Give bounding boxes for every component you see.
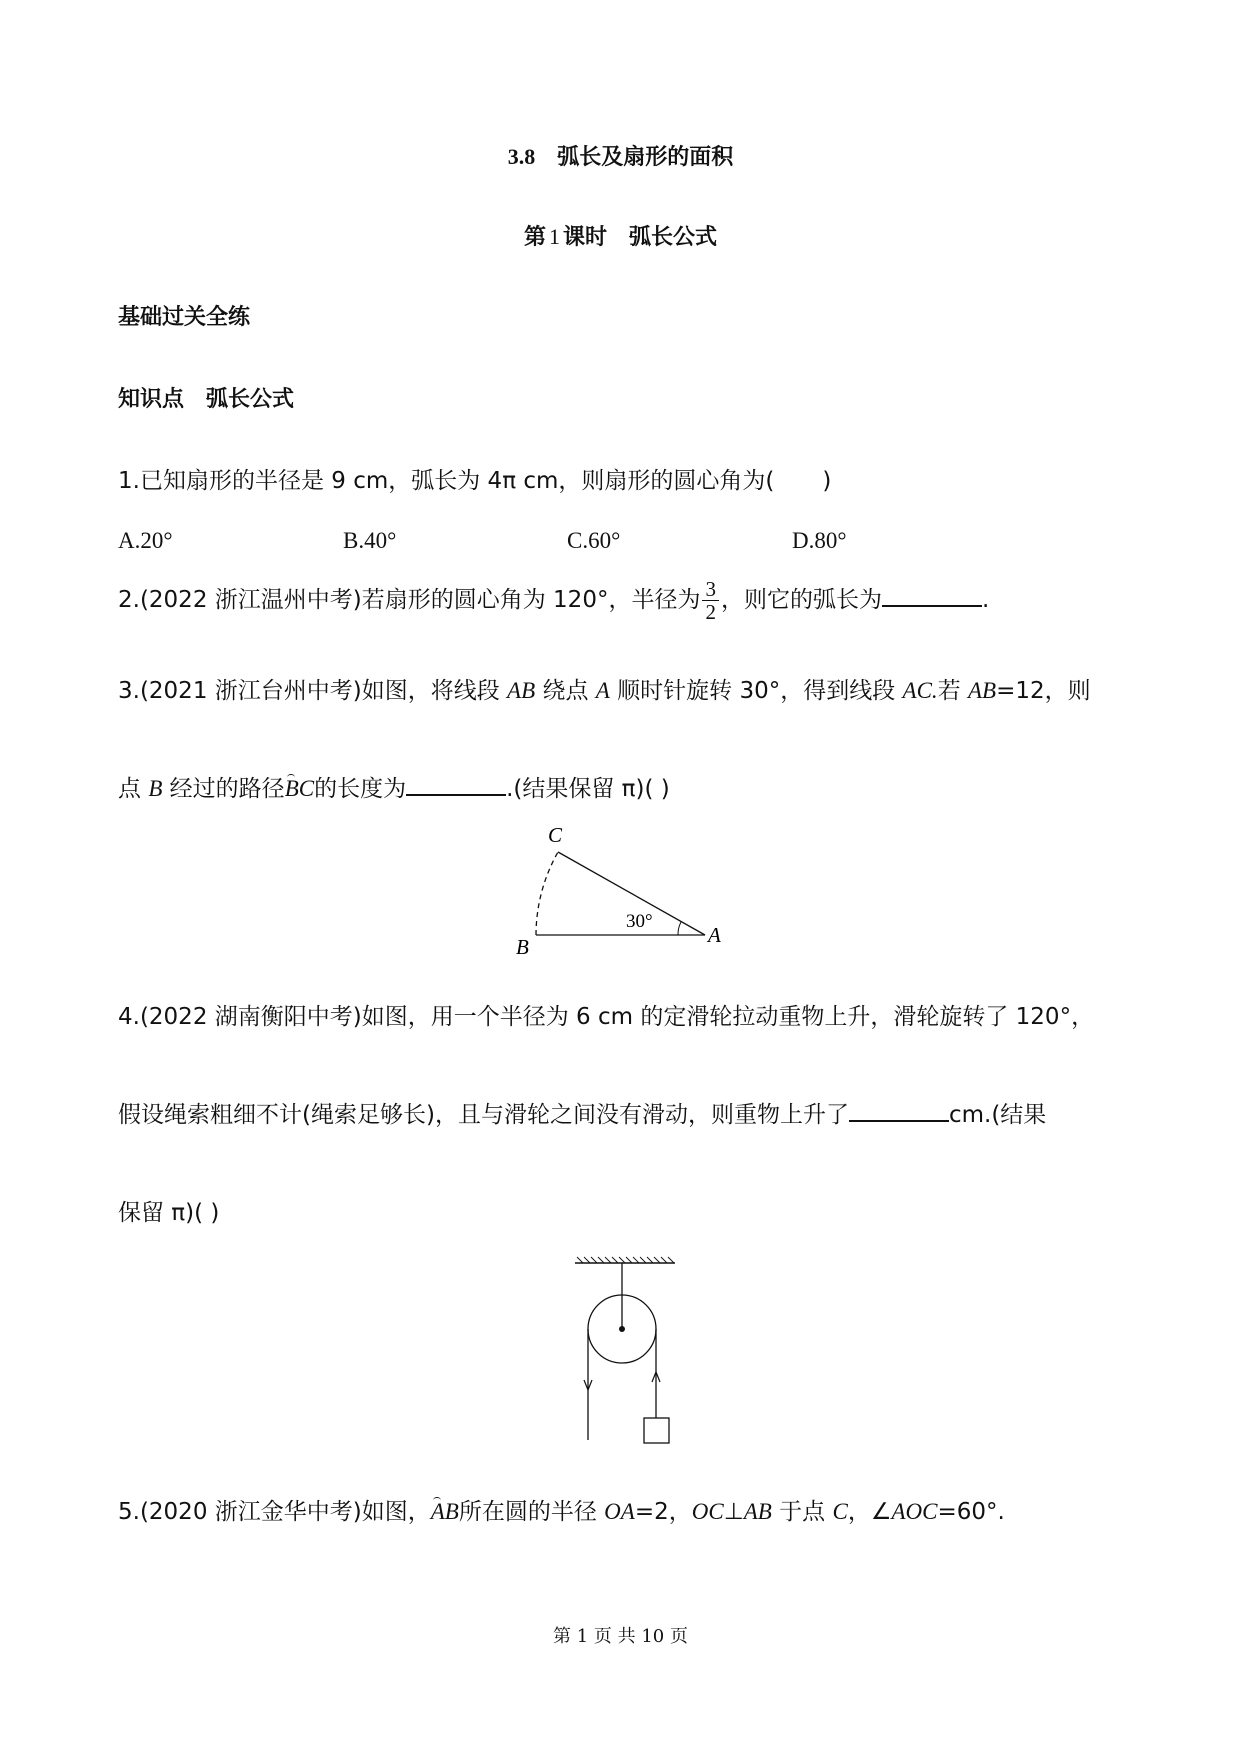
q1-option-b: B.40° bbox=[343, 528, 397, 553]
page-footer: 第 1 页 共 10 页 bbox=[553, 1626, 688, 1647]
question-2: 2.(2022 浙江温州中考)若扇形的圆心角为 120°，半径为 $\frac{3}{2}$ ，则它的弧长为 . bbox=[118, 577, 990, 624]
lesson-subtitle: 第 1 课时 弧长公式 bbox=[523, 224, 718, 250]
knowledge-point-heading: 知识点 弧长公式 bbox=[118, 387, 295, 412]
fraction-three-halves: $\frac{3}{2}$ bbox=[702, 578, 719, 623]
question-4-line-1: 4.(2022 湖南衡阳中考)如图，用一个半径为 6 cm 的定滑轮拉动重物上升，滑轮旋转了 120°， bbox=[118, 1004, 1095, 1030]
angle-mark bbox=[678, 922, 681, 935]
label-a: A bbox=[708, 923, 721, 947]
answer-blank bbox=[849, 1102, 949, 1122]
answer-blank bbox=[406, 776, 506, 796]
arc-ab: AB bbox=[430, 1499, 459, 1524]
answer-blank bbox=[882, 587, 982, 607]
arc-bc: BC bbox=[284, 776, 315, 801]
question-5: 5.(2020 浙江金华中考)如图，AB所在圆的半径 OA=2，OC⊥AB 于点 C，∠AOC=60°. bbox=[118, 1499, 1005, 1525]
q1-option-a: A.20° bbox=[118, 528, 173, 553]
label-c: C bbox=[548, 823, 563, 847]
section-heading: 基础过关全练 bbox=[118, 305, 251, 330]
arc-bc-dashed bbox=[536, 852, 558, 935]
page-title: 3.8 弧长及扇形的面积 bbox=[507, 144, 734, 169]
q1-option-d: D.80° bbox=[792, 528, 847, 553]
question-4-line-3: 保留 π)( ) bbox=[118, 1200, 220, 1226]
question-4-line-2: 假设绳索粗细不计(绳索足够长)，且与滑轮之间没有滑动，则重物上升了 cm.(结果 bbox=[118, 1102, 1047, 1128]
pulley-figure bbox=[560, 1250, 690, 1450]
pulley-axle bbox=[619, 1326, 625, 1332]
label-b: B bbox=[516, 935, 529, 959]
question-3-line-2: 点 B 经过的路径BC的长度为 .(结果保留 π)( ) bbox=[118, 776, 670, 802]
rotation-triangle-figure bbox=[500, 820, 740, 960]
weight-block bbox=[644, 1418, 669, 1443]
q1-option-c: C.60° bbox=[567, 528, 621, 553]
question-1: 1.已知扇形的半径是 9 cm，弧长为 4π cm，则扇形的圆心角为( ) bbox=[118, 468, 832, 494]
angle-label: 30° bbox=[626, 911, 653, 932]
question-3-line-1: 3.(2021 浙江台州中考)如图，将线段 AB 绕点 A 顺时针旋转 30°，得到线段 AC.若 AB=12，则 bbox=[118, 678, 1091, 704]
